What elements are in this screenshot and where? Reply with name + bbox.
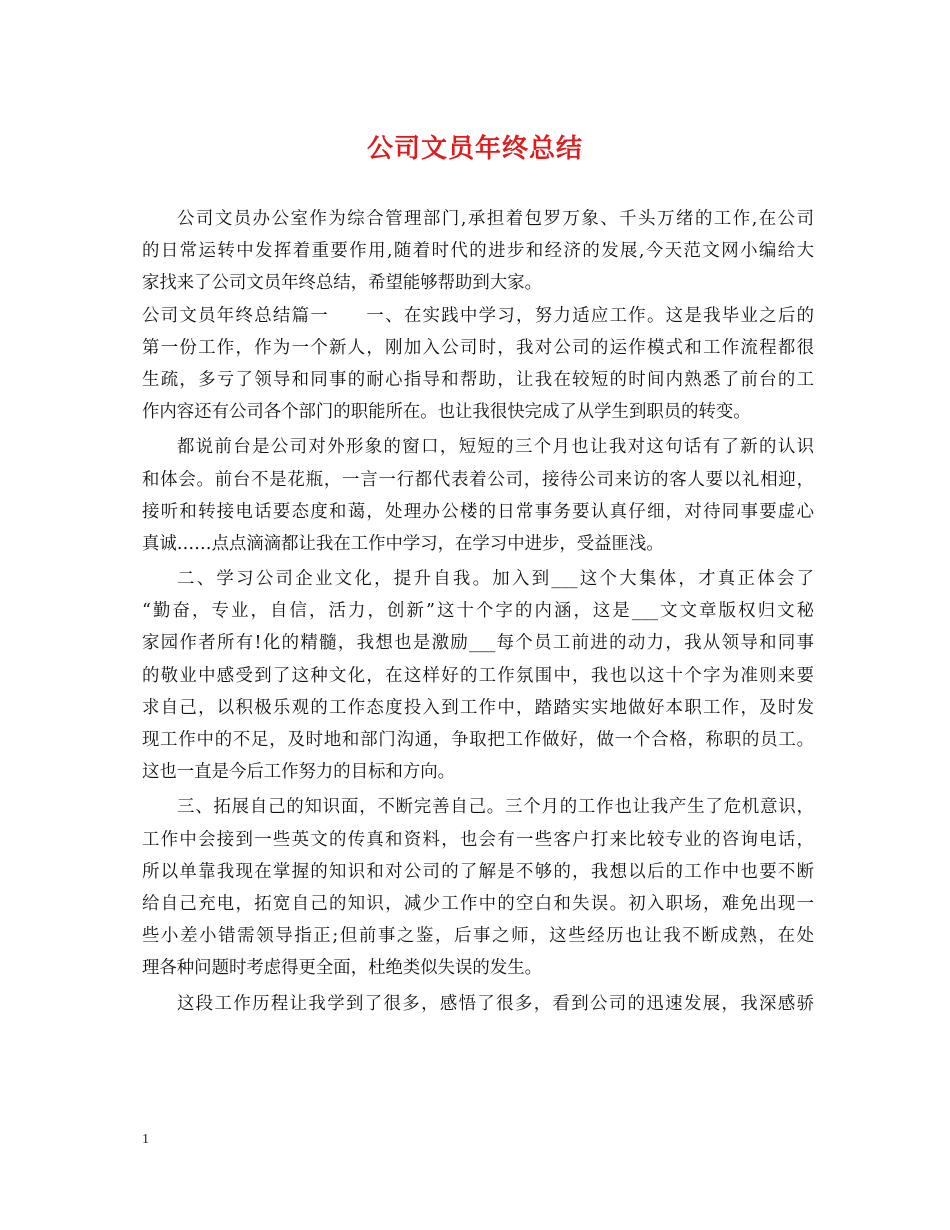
body-line: 生疏，多亏了领导和同事的耐心指导和帮助，让我在较短的时间内熟悉了前台的工 (142, 369, 814, 390)
body-line: 二、学习公司企业文化，提升自我。加入到___这个大集体，才真正体会了 (177, 569, 814, 590)
body-line: 工作中会接到一些英文的传真和资料，也会有一些客户打来比较专业的咨询电话， (142, 829, 814, 850)
page-number: 1 (142, 1132, 149, 1147)
body-line: 家园作者所有!化的精髓，我想也是激励___每个员工前进的动力，我从领导和同事 (142, 633, 814, 654)
body-line: 的敬业中感受到了这种文化，在这样好的工作氛围中，我也以这十个字为准则来要 (142, 665, 814, 686)
body-line: 给自己充电，拓宽自己的知识，减少工作中的空白和失误。初入职场，难免出现一 (142, 893, 814, 914)
body-line: 三、拓展自己的知识面，不断完善自己。三个月的工作也让我产生了危机意识， (177, 797, 814, 818)
body-line: 现工作中的不足，及时地和部门沟通，争取把工作做好，做一个合格，称职的员工。 (142, 730, 814, 750)
body-line: 的日常运转中发挥着重要作用,随着时代的进步和经济的发展,今天范文网小编给大 (142, 241, 814, 262)
body-line: 这段工作历程让我学到了很多，感悟了很多，看到公司的迅速发展，我深感骄 (177, 993, 814, 1014)
body-line: 公司文员办公室作为综合管理部门,承担着包罗万象、千头万绪的工作,在公司 (177, 209, 814, 229)
body-line: 真诚……点点滴滴都让我在工作中学习，在学习中进步，受益匪浅。 (142, 533, 664, 554)
body-line: 些小差小错需领导指正;但前事之鉴，后事之师，这些经历也让我不断成熟，在处 (142, 926, 814, 947)
body-line: “勤奋，专业，自信，活力，创新”这十个字的内涵，这是___文文章版权归文秘 (142, 601, 814, 622)
body-line: 求自己，以积极乐观的工作态度投入到工作中，踏踏实实地做好本职工作，及时发 (142, 697, 814, 718)
document-body (142, 203, 814, 1020)
body-line: 接听和转接电话要态度和蔼，处理办公楼的日常事务要认真仔细，对待同事要虚心 (142, 501, 814, 522)
body-line: 所以单靠我现在掌握的知识和对公司的了解是不够的，我想以后的工作中也要不断 (142, 861, 814, 882)
body-line: 第一份工作，作为一个新人，刚加入公司时，我对公司的运作模式和工作流程都很 (142, 337, 814, 358)
body-line: 公司文员年终总结篇一 一、在实践中学习，努力适应工作。这是我毕业之后的 (142, 305, 814, 326)
body-line: 和体会。前台不是花瓶，一言一行都代表着公司，接待公司来访的客人要以礼相迎， (142, 469, 814, 490)
body-line: 这也一直是今后工作努力的目标和方向。 (142, 762, 456, 783)
document-title: 公司文员年终总结 (366, 134, 583, 164)
body-line: 理各种问题时考虑得更全面，杜绝类似失误的发生。 (142, 958, 542, 979)
body-line: 都说前台是公司对外形象的窗口，短短的三个月也让我对这句话有了新的认识 (177, 437, 814, 458)
body-line: 作内容还有公司各个部门的职能所在。也让我很快完成了从学生到职员的转变。 (142, 402, 751, 423)
body-line: 家找来了公司文员年终总结，希望能够帮助到大家。 (142, 273, 542, 294)
